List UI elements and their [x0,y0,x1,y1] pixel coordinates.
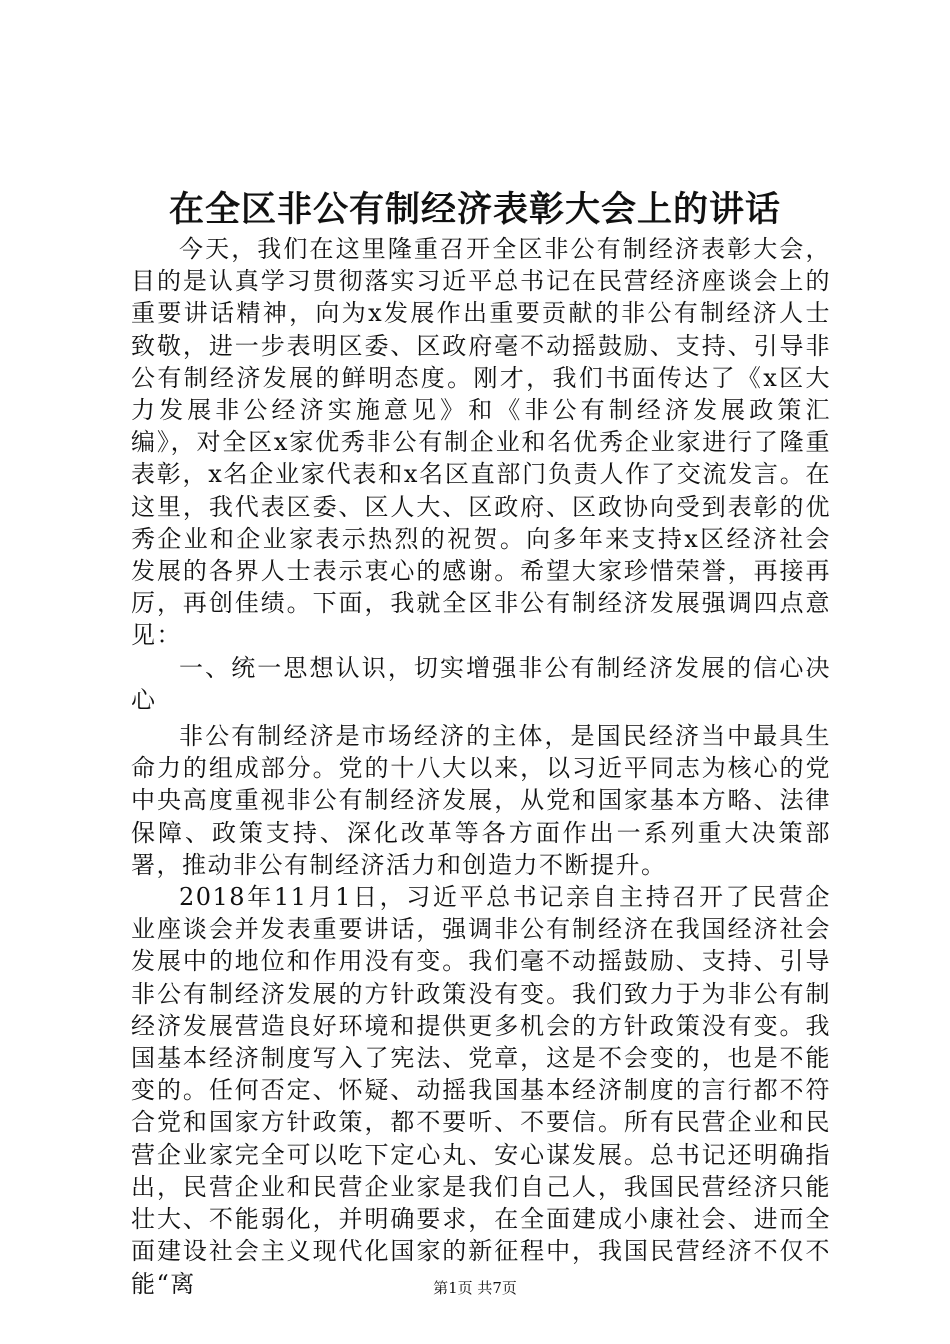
paragraph-intro: 今天，我们在这里隆重召开全区非公有制经济表彰大会，目的是认真学习贯彻落实习近平总书记在民营经济座谈会上的重要讲话精神，向为x发展作出重要贡献的非公有制经济人士致敬，进一步表明区委、区政府毫不动摇鼓励、支持、引导非公有制经济发展的鲜明态度。刚才，我们书面传达了《x区大力发展非公经济实施意见》和《非公有制经济发展政策汇编》，对全区x家优秀非公有制企业和名优秀企业家进行了隆重表彰，x名企业家代表和x名区直部门负责人作了交流发言。在这里，我代表区委、区人大、区政府、区政协向受到表彰的优秀企业和企业家表示热烈的祝贺。向多年来支持x区经济社会发展的各界人士表示衷心的感谢。希望大家珍惜荣誉，再接再厉，再创佳绩。下面，我就全区非公有制经济发展强调四点意见： [131,235,831,650]
page-number: 第1页 共7页 [433,1279,517,1297]
paragraph-2018-speech: 2018年11月1日，习近平总书记亲自主持召开了民营企业座谈会并发表重要讲话，强调非公有制经济在我国经济社会发展中的地位和作用没有变。我们毫不动摇鼓励、支持、引导非公有制经济发展的方针政策没有变。我们致力于为非公有制经济发展营造良好环境和提供更多机会的方针政策没有变。我国基本经济制度写入了宪法、党章，这是不会变的，也是不能变的。任何否定、怀疑、动摇我国基本经济制度的言行都不符合党和国家方针政策，都不要听、不要信。所有民营企业和民营企业家完全可以吃下定心丸、安心谋发展。总书记还明确指出，民营企业和民营企业家是我们自己人，我国民营经济只能壮大、不能弱化，并明确要求，在全面建成小康社会、进而全面建设社会主义现代化国家的新征程中，我国民营经济不仅不能“离 [131,883,831,1298]
paragraph-section-1: 非公有制经济是市场经济的主体，是国民经济当中最具生命力的组成部分。党的十八大以来，以习近平同志为核心的党中央高度重视非公有制经济发展，从党和国家基本方略、法律保障、政策支持、深化改革等各方面作出一系列重大决策部署，推动非公有制经济活力和创造力不断提升。 [131,722,831,879]
document-title: 在全区非公有制经济表彰大会上的讲话 [168,189,781,230]
document-body [131,233,831,1300]
section-heading-1: 一、统一思想认识，切实增强非公有制经济发展的信心决心 [131,653,831,714]
